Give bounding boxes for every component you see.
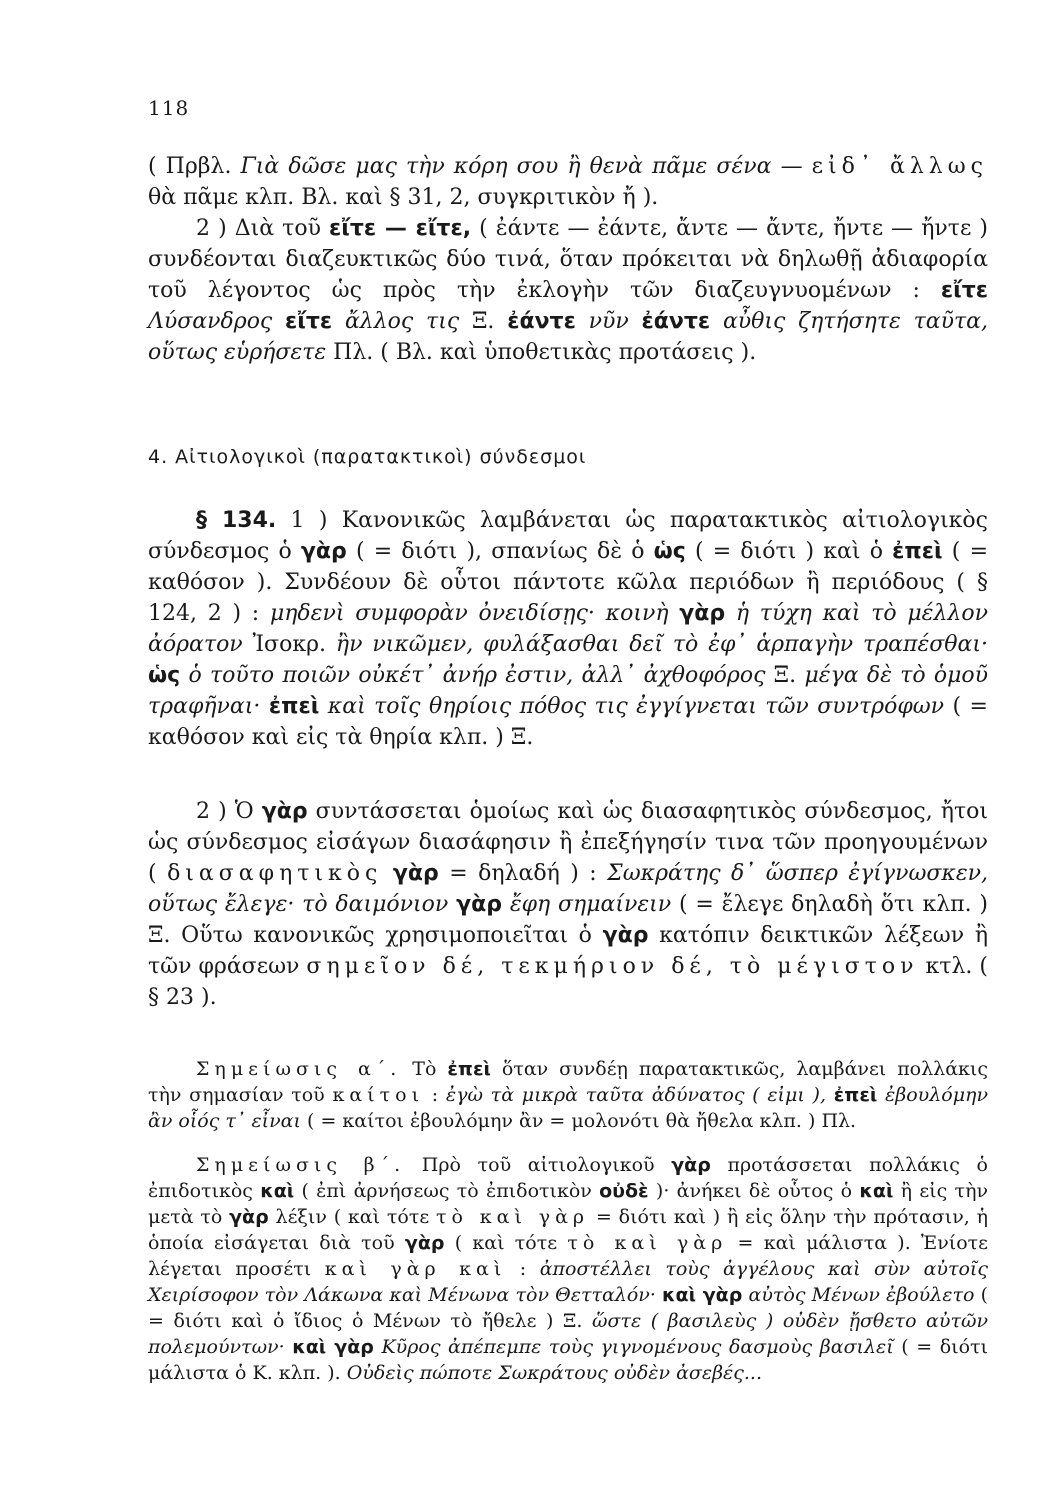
section-heading: 4. Αἰτιολογικοὶ (παρατακτικοὶ) σύνδεσμοι: [148, 446, 587, 468]
paragraph-disjunctive: 2 ) Διὰ τοῦ εἴτε — εἴτε, ( ἐάντε — ἐάντε, ἄντε — ἄντε, ἤντε — ἤντε ) συνδέονται διαζευκτικῶς δύο τινά, ὅταν πρόκειται νὰ δηλωθῇ ἀδιαφορία τοῦ λέγοντος ὡς πρὸς τὴν ἐκλογὴν τῶν διαζευγνυομένων : εἴτε Λύσανδρος εἴτε ἄλλος τις Ξ. ἐάντε νῦν ἐάντε αὖθις ζητήσητε ταῦτα, οὕτως εὑρήσετε Πλ. ( Βλ. καὶ ὑποθετικὰς προτάσεις ).: [148, 216, 989, 365]
paragraph-134-1: § 134. 1 ) Κανονικῶς λαμβάνεται ὡς παρατακτικὸς αἰτιολογικὸς σύνδεσμος ὁ γὰρ ( = διότι ), σπανίως δὲ ὁ ὡς ( = διότι ) καὶ ὁ ἐπεὶ ( = καθόσον ). Συνδέουν δὲ οὗτοι πάντοτε κῶλα περιόδων ἢ περιόδους ( § 124, 2 ) : μηδενὶ συμφορὰν ὀνειδίσῃς· κοινὴ γὰρ ἡ τύχη καὶ τὸ μέλλον ἀόρατον Ἰσοκρ. ἢν νικῶμεν, φυλάξασθαι δεῖ τὸ ἐφ᾽ ἁρπαγὴν τραπέσθαι· ὡς ὁ τοῦτο ποιῶν οὐκέτ᾽ ἀνήρ ἐστιν, ἀλλ᾽ ἀχθοφόρος Ξ. μέγα δὲ τὸ ὁμοῦ τραφῆναι· ἐπεὶ καὶ τοῖς θηρίοις πόθος τις ἐγγίγνεται τῶν συντρόφων ( = καθόσον καὶ εἰς τὰ θηρία κλπ. ) Ξ.: [148, 508, 989, 750]
paragraph-134-2: 2 ) Ὁ γὰρ συντάσσεται ὁμοίως καὶ ὡς διασαφητικὸς σύνδεσμος, ἤτοι ὡς σύνδεσμος εἰσάγων διασάφησιν ἢ ἐπεξήγησίν τινα τῶν προηγουμένων ( διασαφητικὸς γὰρ = δηλαδή ) : Σωκράτης δ᾽ ὥσπερ ἐγίγνωσκεν, οὕτως ἔλεγε· τὸ δαιμόνιον γὰρ ἔφη σημαίνειν ( = ἔλεγε δηλαδὴ ὅτι κλπ. ) Ξ. Οὕτω κανονικῶς χρησιμοποιεῖται ὁ γὰρ κατόπιν δεικτικῶν λέξεων ἢ τῶν φράσεων σημεῖον δέ, τεκμήριον δέ, τὸ μέγιστον κτλ. ( § 23 ).: [148, 799, 989, 1010]
note-beta: Σημείωσις β΄. Πρὸ τοῦ αἰτιολογικοῦ γὰρ προτάσσεται πολλάκις ὁ ἐπιδοτικὸς καὶ ( ἐπὶ ἀρνήσεως τὸ ἐπιδοτικὸν οὐδὲ )· ἀνήκει δὲ οὗτος ὁ καὶ ἢ εἰς τὴν μετὰ τὸ γὰρ λέξιν ( καὶ τότε τὸ καὶ γὰρ = διότι καὶ ) ἢ εἰς ὅλην τὴν πρότασιν, ἡ ὁποία εἰσάγεται διὰ τοῦ γὰρ ( καὶ τότε τὸ καὶ γὰρ = καὶ μάλιστα ). Ἐνίοτε λέγεται προσέτι καὶ γὰρ καὶ : ἀποστέλλει τοὺς ἀγγέλους καὶ σὺν αὐτοῖς Χειρίσοφον τὸν Λάκωνα καὶ Μένωνα τὸν Θετταλόν· καὶ γὰρ αὐτὸς Μένων ἐβούλετο ( = διότι καὶ ὁ ἴδιος ὁ Μένων τὸ ἤθελε ) Ξ. ὥστε ( βασιλεὺς ) οὐδὲν ᾔσθετο αὐτῶν πολεμούντων· καὶ γὰρ Κῦρος ἀπέπεμπε τοὺς γιγνομένους δασμοὺς βασιλεῖ ( = διότι μάλιστα ὁ Κ. κλπ. ). Οὐδεὶς πώποτε Σωκράτους οὐδὲν ἀσεβές...: [148, 1154, 989, 1384]
section-number: § 134.: [196, 508, 277, 533]
page-number: 118: [148, 96, 190, 120]
paragraph-comparison: ( Πρβλ. Γιὰ δῶσε μας τὴν κόρη σου ἢ θενὰ πᾶμε σένα — εἰδ᾽ ἄλλως θὰ πᾶμε κλπ. Βλ. καὶ § 31, 2, συγκριτικὸν ἤ ).: [148, 154, 989, 210]
note-alpha: Σημείωσις α΄. Τὸ ἐπεὶ ὅταν συνδέῃ παρατακτικῶς, λαμβάνει πολλάκις τὴν σημασίαν τοῦ καίτοι : ἐγὼ τὰ μικρὰ ταῦτα ἀδύνατος ( εἰμι ), ἐπεὶ ἐβουλόμην ἂν οἷός τ᾽ εἶναι ( = καίτοι ἐβουλόμην ἂν = μολονότι θὰ ἤθελα κλπ. ) Πλ.: [148, 1058, 988, 1132]
